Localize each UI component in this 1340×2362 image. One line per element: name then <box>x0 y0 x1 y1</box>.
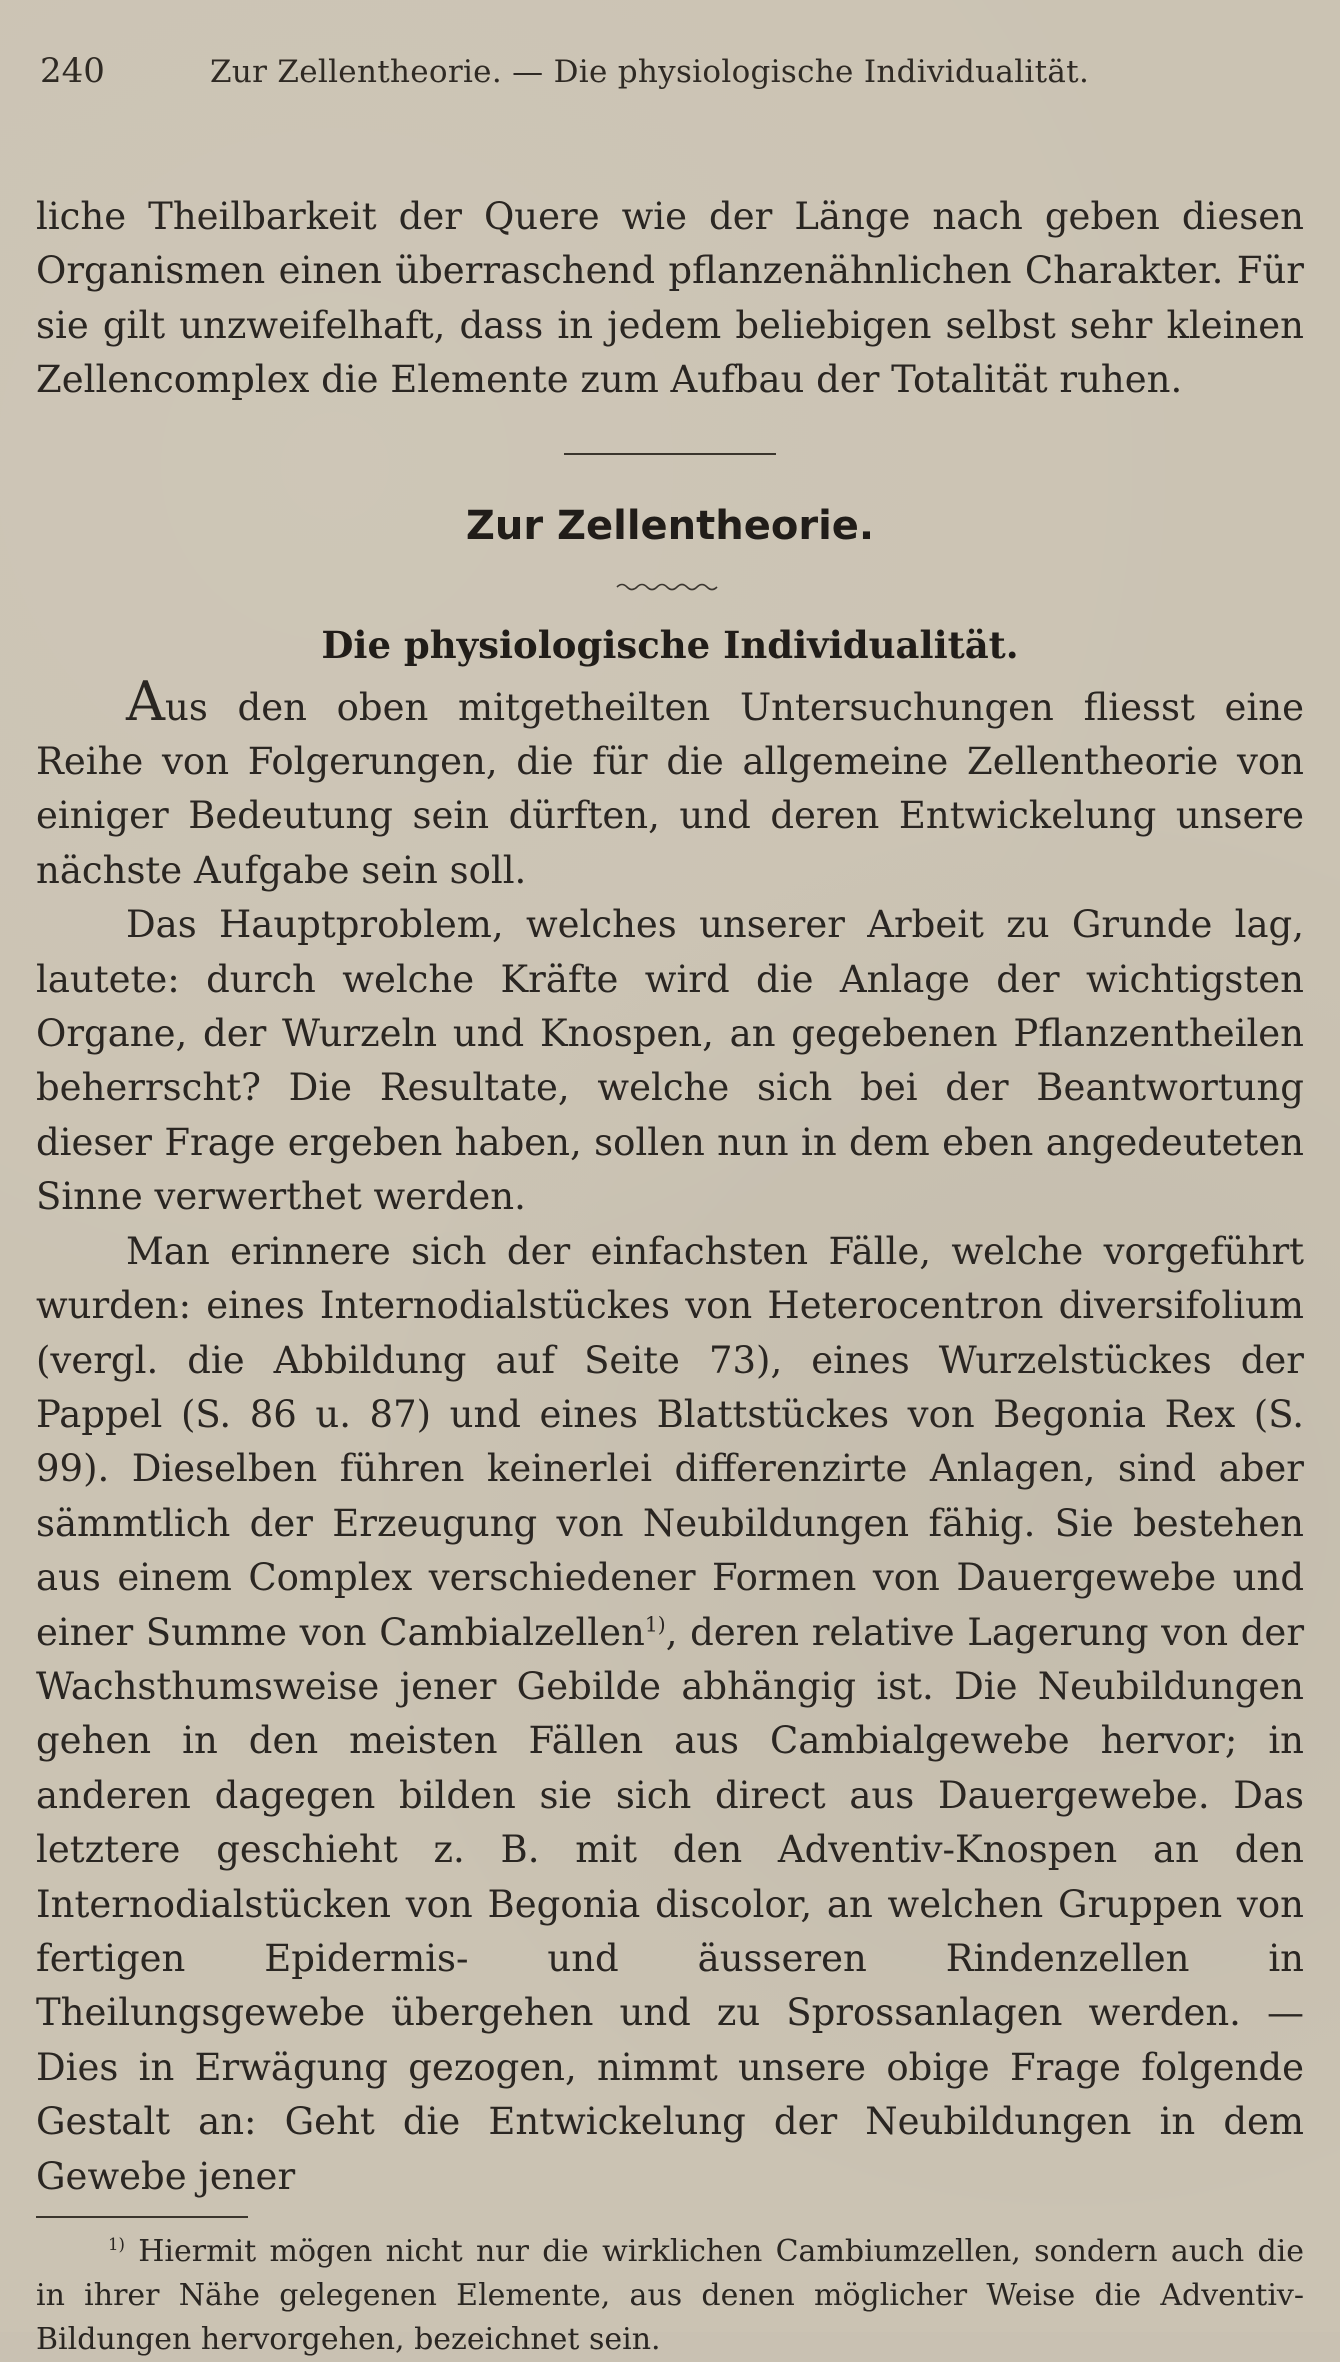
paragraph-3-text-b: , deren relative Lagerung von der Wachsthumsweise jener Gebilde abhängig ist. Die Neubildungen gehen in den meisten Fällen aus Cambialgewebe hervor; in anderen dagegen bilden sie sich direct aus Dauergewebe. Das letztere geschieht z. B. mit den Adventiv-Knospen an den Internodialstücken von Begonia discolor, an welchen Gruppen von fertigen Epidermis- und äusseren Rindenzellen in Theilungsgewebe übergehen und zu Sprossanlagen werden. — Dies in Erwägung gezogen, nimmt unsere obige Frage folgende Gestalt an: Geht die Entwickelung der Neubildungen in dem Gewebe jener <box>36 1610 1305 2198</box>
wave-ornament-icon <box>615 581 725 593</box>
footnote-mark: 1) <box>108 2235 125 2254</box>
section-title: Die physiologische Individualität. <box>321 622 1019 667</box>
paragraph-3-text-a: Man erinnere sich der einfachsten Fälle, welche vorgeführt wurden: eines Internodialstückes von Heterocentron diversifolium (vergl. die Abbildung auf Seite 73), eines Wurzelstückes der Pappel (S. 86 u. 87) und eines Blattstückes von Begonia Rex (S. 99). Dieselben führen keinerlei differenzirte Anlagen, sind aber sämmtlich der Erzeugung von Neubildungen fähig. Sie bestehen aus einem Complex verschiedener Formen von Dauergewebe und einer Summe von Cambialzellen <box>36 1229 1304 1654</box>
continuation-paragraph: liche Theilbarkeit der Quere wie der Länge nach geben diesen Organismen einen überraschend pflanzenähnlichen Charakter. Für sie gilt unzweifelhaft, dass in jedem beliebigen selbst sehr kleinen Zellencomplex die Elemente zum Aufbau der Totalität ruhen. <box>36 195 1304 402</box>
paragraph-1 <box>36 669 1304 899</box>
running-head <box>36 48 1304 100</box>
footnote <box>36 2230 1304 2362</box>
chapter-title: Zur Zellentheorie. <box>465 502 875 549</box>
footnote-rule <box>36 2216 248 2218</box>
footnote-reference[interactable]: 1) <box>644 1612 666 1637</box>
footnote-text: Hiermit mögen nicht nur die wirklichen Cambiumzellen, sondern auch die in ihrer Nähe gelegenen Elemente, aus denen möglicher Weise die Adventiv-Bildungen hervorgehen, bezeichnet sein. <box>36 2234 1304 2357</box>
section-separator-rule <box>564 453 776 455</box>
running-title: Zur Zellentheorie. — Die physiologische Individualität. <box>210 54 1090 90</box>
paragraph-2: Das Hauptproblem, welches unserer Arbeit zu Grunde lag, lautete: durch welche Kräfte wird die Anlage der wichtigsten Organe, der Wurzeln und Knospen, an gegebenen Pflanzentheilen beherrscht? Die Resultate, welche sich bei der Beantwortung dieser Frage ergeben haben, sollen nun in dem eben angedeuteten Sinne verwerthet werden. <box>36 903 1304 1219</box>
page-number: 240 <box>40 51 105 91</box>
ornament-wave <box>36 579 1304 597</box>
paragraph-3 <box>36 1225 1304 2204</box>
initial-letter: A <box>126 669 165 733</box>
paragraph-1-text: us den oben mitgetheilten Untersuchungen fliesst eine Reihe von Folgerungen, die für die allgemeine Zellentheorie von einiger Bedeutung sein dürften, und deren Entwickelung unsere nächste Aufgabe sein soll. <box>36 685 1304 892</box>
